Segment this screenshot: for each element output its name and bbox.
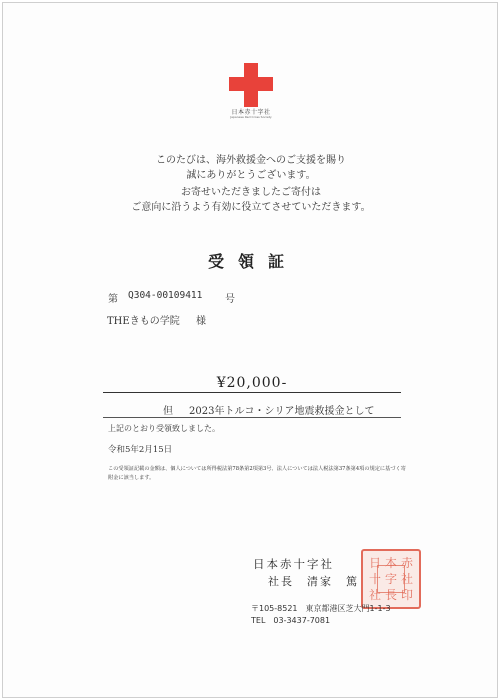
official-seal-stamp [361,549,421,609]
seal-char: 本 [384,556,397,570]
thanks-line-2: 誠にありがとうございます。 [186,170,316,181]
issue-date: 令和5年2月15日 [108,445,173,455]
logo-subtext: Japanese Red Cross Society [230,115,272,119]
usage-message [63,185,439,215]
thanks-line-1: このたびは、海外救援金へのご支援を賜り [156,155,346,166]
document-title: 受領証 [207,252,298,271]
recipient-name: THEきもの学院 [107,316,180,327]
seal-char: 十 [368,572,381,586]
thanks-message [63,153,439,183]
issuer-president: 社長 清家 篤 [268,575,359,588]
seal-char: 字 [384,572,397,586]
receipt-number-suffix: 号 [225,294,235,305]
purpose-underline [103,417,401,418]
purpose-text: 2023年トルコ・シリア地震救援金として [189,406,375,417]
receipt-number-label: 第 [108,294,118,305]
tax-note: この受領証記載の金額は、個人については所得税法第78条第2項第3号、法人については法人税法第37条第4項の規定に基づく寄附金に該当します。 [108,466,406,481]
issuer-organization: 日本赤十字社 [253,557,334,571]
usage-line-1: お寄せいただきましたご寄付は [181,187,321,198]
seal-char: 印 [400,588,413,602]
amount-underline [103,392,401,393]
seal-char: 赤 [400,556,413,570]
donation-amount: ¥20,000- [216,375,288,391]
issuer-phone: TEL 03-3437-7081 [251,616,331,625]
red-cross-logo-icon [229,63,273,107]
received-statement: 上記のとおり受領致しました。 [108,424,220,433]
purpose-label: 但 [163,406,173,417]
recipient-honorific: 様 [196,316,206,327]
usage-line-2: ご意向に沿うよう有効に役立てさせていただきます。 [131,202,371,213]
logo-text: 日本赤十字社 [231,109,271,116]
receipt-number: Q304-00109411 [128,290,203,301]
receipt-document [2,2,498,698]
seal-char: 日 [368,556,381,570]
seal-char: 長 [384,588,397,602]
seal-char: 社 [400,572,413,586]
issuer-address: 〒105-8521 東京都港区芝大門1-1-3 [251,604,391,613]
seal-char: 社 [368,588,381,602]
